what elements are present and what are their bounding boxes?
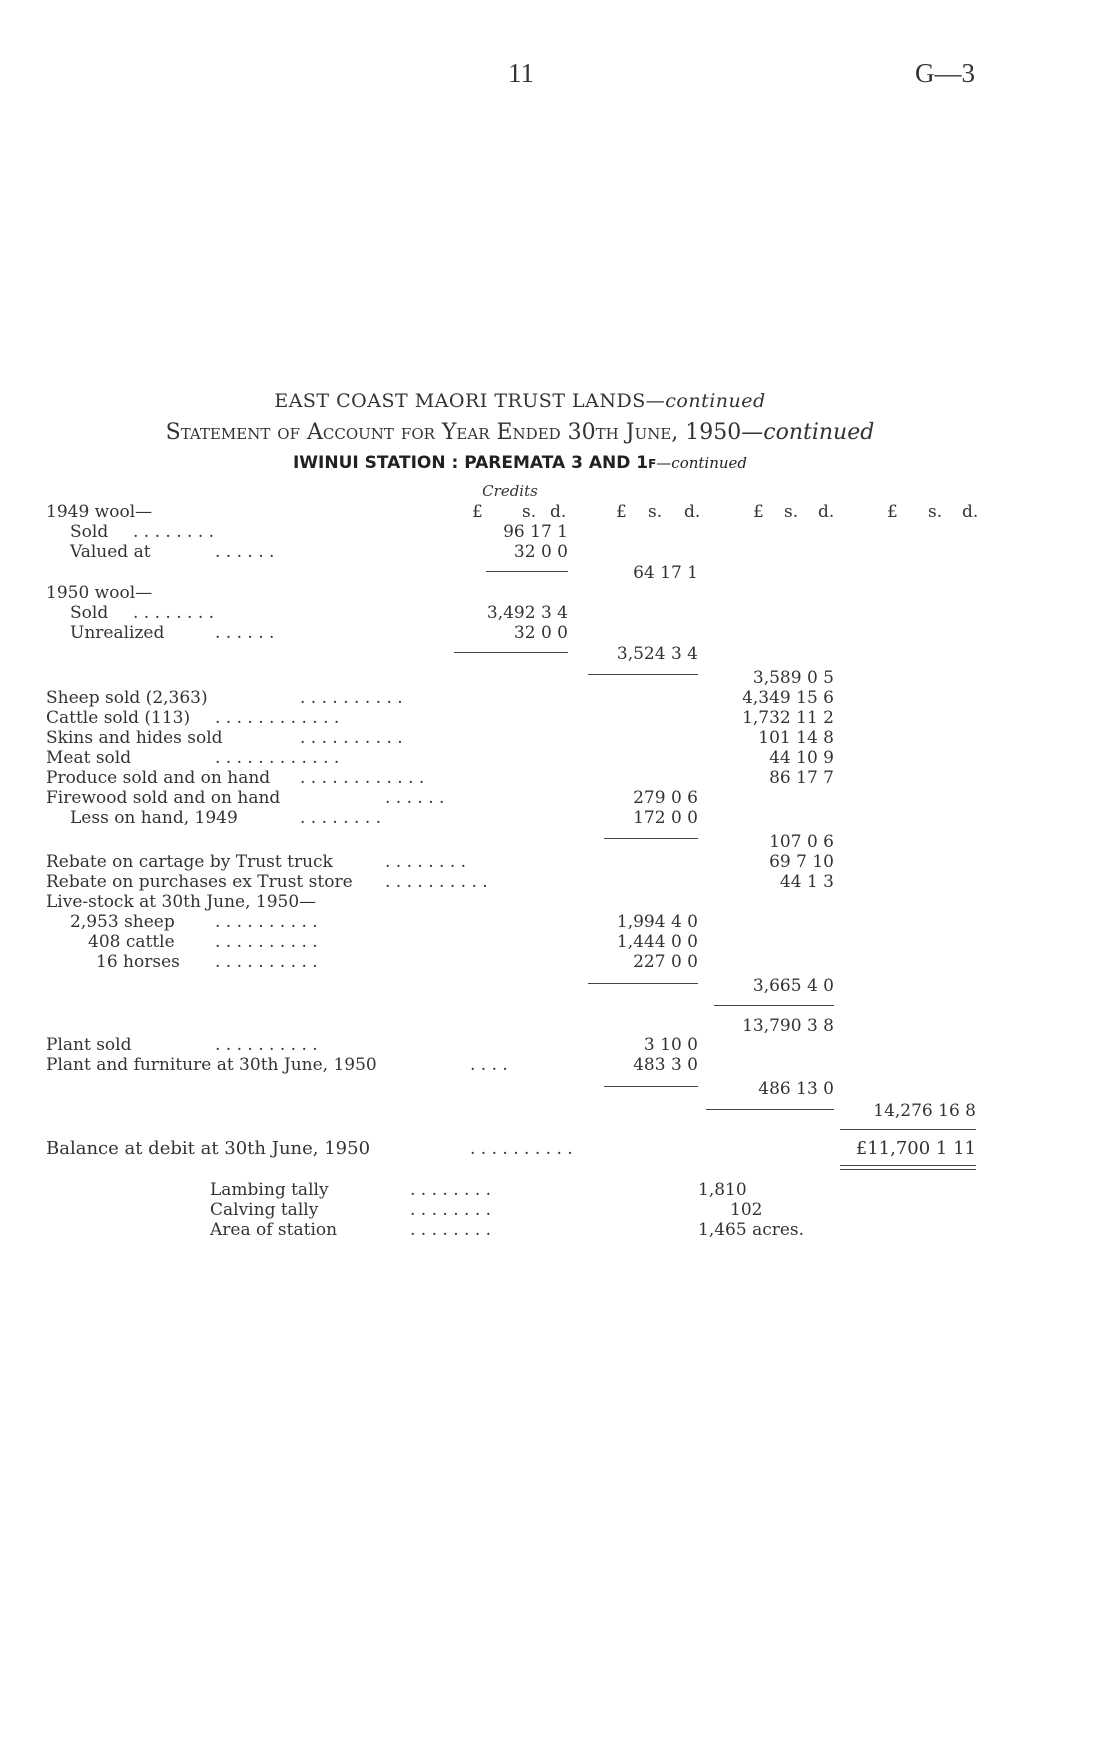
leader-dots: . . . . . . . . . . (215, 932, 318, 952)
value-meat-sold: 44 10 9 (769, 748, 834, 768)
row-label-1950-unrealized: Unrealized (70, 623, 165, 643)
value-1949-wool-total: 64 17 1 (633, 563, 698, 583)
tally-value-lambing: 1,810 (698, 1180, 747, 1200)
leader-dots: . . . . . . . . . . (470, 1139, 573, 1159)
value-balance: £11,700 1 11 (855, 1138, 976, 1159)
leader-dots: . . . . . . . . . . (300, 728, 403, 748)
value-1950-unrealized: 32 0 0 (513, 623, 568, 643)
leader-dots: . . . . . . . . . . (385, 872, 488, 892)
value-1950-wool-total: 3,524 3 4 (616, 644, 698, 664)
title-line-1: EAST COAST MAORI TRUST LANDS—continued (274, 390, 766, 412)
value-rebate-purchases: 44 1 3 (779, 872, 834, 892)
value-subtotal: 13,790 3 8 (742, 1016, 834, 1036)
tally-label-area: Area of station (210, 1220, 338, 1240)
leader-dots: . . . . . . (385, 788, 445, 808)
row-label-skins-hides: Skins and hides sold (46, 728, 223, 748)
row-label-balance: Balance at debit at 30th June, 1950 (46, 1138, 371, 1159)
row-label-less-on-hand: Less on hand, 1949 (70, 808, 238, 828)
row-label-1949-valued: Valued at (70, 542, 151, 562)
row-label-cattle-sold: Cattle sold (113) (46, 708, 191, 728)
page-number: 11 (508, 58, 534, 88)
row-label-livestock-horses: 16 horses (96, 952, 180, 972)
value-plant-total: 486 13 0 (758, 1079, 834, 1099)
value-1949-valued: 32 0 0 (513, 542, 568, 562)
tally-value-calving: 102 (730, 1200, 763, 1220)
value-1949-sold: 96 17 1 (503, 522, 568, 542)
leader-dots: . . . . . . . . (410, 1220, 492, 1240)
rule (840, 1129, 976, 1130)
row-label-sheep-sold: Sheep sold (2,363) (46, 688, 208, 708)
value-livestock-horses: 227 0 0 (633, 952, 698, 972)
value-livestock-cattle: 1,444 0 0 (616, 932, 698, 952)
rule (588, 983, 698, 984)
title-line-2: Statement of Account for Year Ended 30th June, 1950—continued (165, 420, 875, 445)
row-label-plant-sold: Plant sold (46, 1035, 132, 1055)
title-line-3: IWINUI STATION : PAREMATA 3 AND 1F—continued (292, 453, 748, 473)
leader-dots: . . . . . . . . (410, 1200, 492, 1220)
value-sheep-sold: 4,349 15 6 (742, 688, 834, 708)
leader-dots: . . . . . . (215, 542, 275, 562)
row-label-1950-wool: 1950 wool— (46, 583, 153, 603)
leader-dots: . . . . . . (215, 623, 275, 643)
leader-dots: . . . . . . . . . . (300, 688, 403, 708)
row-label-rebate-cartage: Rebate on cartage by Trust truck (46, 852, 333, 872)
leader-dots: . . . . . . . . . . (215, 952, 318, 972)
rule (840, 1169, 976, 1170)
leader-dots: . . . . (470, 1055, 508, 1075)
value-wool-total: 3,589 0 5 (752, 668, 834, 688)
row-label-1949-sold: Sold (70, 522, 109, 542)
row-label-livestock-cattle: 408 cattle (88, 932, 175, 952)
value-1950-sold: 3,492 3 4 (486, 603, 568, 623)
leader-dots: . . . . . . . . . . (215, 1035, 318, 1055)
credits-caption: Credits (482, 482, 538, 500)
row-label-1950-sold: Sold (70, 603, 109, 623)
row-label-produce: Produce sold and on hand (46, 768, 271, 788)
leader-dots: . . . . . . . . . . (215, 912, 318, 932)
rule (604, 1086, 698, 1087)
row-label-plant-furniture: Plant and furniture at 30th June, 1950 (46, 1055, 377, 1075)
value-plant-sold: 3 10 0 (643, 1035, 698, 1055)
rule (588, 674, 698, 675)
rule (840, 1165, 976, 1166)
value-cattle-sold: 1,732 11 2 (742, 708, 834, 728)
row-label-rebate-purchases: Rebate on purchases ex Trust store (46, 872, 353, 892)
tally-value-area: 1,465 acres. (698, 1220, 805, 1240)
tally-label-calving: Calving tally (210, 1200, 319, 1220)
leader-dots: . . . . . . . . (133, 603, 215, 623)
rule (486, 571, 568, 572)
value-firewood: 279 0 6 (633, 788, 698, 808)
row-label-livestock-sheep: 2,953 sheep (70, 912, 175, 932)
leader-dots: . . . . . . . . . . . . (300, 768, 425, 788)
leader-dots: . . . . . . . . (410, 1180, 492, 1200)
row-label-1949-wool: 1949 wool— (46, 502, 153, 522)
value-livestock-total: 3,665 4 0 (752, 976, 834, 996)
value-produce: 86 17 7 (769, 768, 834, 788)
value-grand-total: 14,276 16 8 (873, 1101, 976, 1121)
tally-label-lambing: Lambing tally (210, 1180, 329, 1200)
rule (714, 1005, 834, 1006)
page-code: G—3 (915, 58, 975, 88)
value-livestock-sheep: 1,994 4 0 (616, 912, 698, 932)
value-rebate-cartage: 69 7 10 (769, 852, 834, 872)
value-plant-furniture: 483 3 0 (633, 1055, 698, 1075)
value-skins-hides: 101 14 8 (758, 728, 834, 748)
leader-dots: . . . . . . . . . . . . (215, 748, 340, 768)
value-firewood-net: 107 0 6 (769, 832, 834, 852)
rule (454, 652, 568, 653)
leader-dots: . . . . . . . . (385, 852, 467, 872)
row-label-livestock: Live-stock at 30th June, 1950— (46, 892, 317, 912)
leader-dots: . . . . . . . . . . . . (215, 708, 340, 728)
leader-dots: . . . . . . . . (300, 808, 382, 828)
rule (604, 838, 698, 839)
row-label-firewood: Firewood sold and on hand (46, 788, 281, 808)
row-label-meat-sold: Meat sold (46, 748, 132, 768)
rule (706, 1109, 834, 1110)
leader-dots: . . . . . . . . (133, 522, 215, 542)
value-less-on-hand: 172 0 0 (633, 808, 698, 828)
